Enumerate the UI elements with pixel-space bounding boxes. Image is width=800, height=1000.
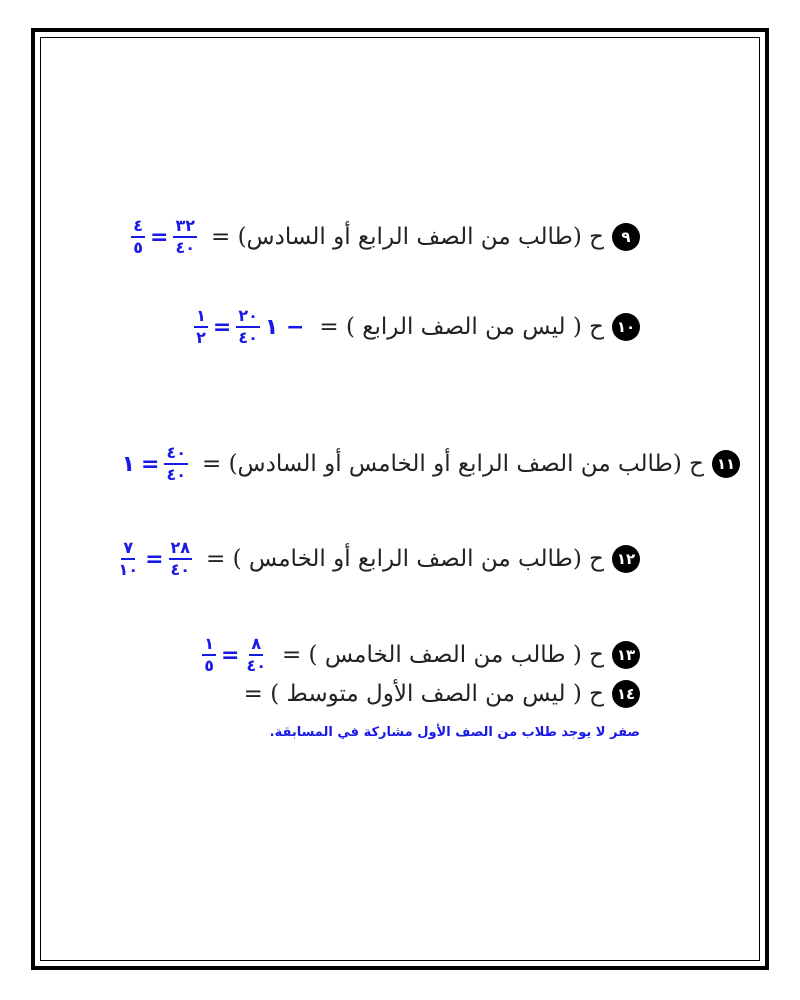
problem-9 <box>129 218 640 256</box>
lead-term: ١ − <box>264 314 305 340</box>
problem-text: ح ( ليس من الصف الرابع ) = <box>319 314 604 340</box>
problem-11 <box>119 445 740 483</box>
answer: $\frac{١}{٥}$ = $\frac{٨}{٤٠}$ <box>204 634 266 675</box>
answer: ١ = $\frac{٤٠}{٤٠}$ <box>121 443 186 484</box>
fraction-original: $\frac{٢٠}{٤٠}$ <box>238 306 258 347</box>
problem-14 <box>232 680 640 708</box>
problem-text: ح (طالب من الصف الرابع أو الخامس ) = <box>206 546 604 572</box>
problem-13 <box>200 636 640 674</box>
number-badge: ١٣ <box>612 641 640 669</box>
fraction-simplified: $\frac{٤}{٥}$ <box>133 216 144 257</box>
answer: $\frac{١}{٢}$ = $\frac{٢٠}{٤٠}$ ١ − <box>196 306 305 347</box>
problem-10 <box>192 308 640 346</box>
problem-text: ح ( ليس من الصف الأول متوسط ) = <box>243 681 604 707</box>
number-badge: ١٤ <box>612 680 640 708</box>
fraction-original: $\frac{٢٨}{٤٠}$ <box>170 538 191 579</box>
answer: $\frac{٤}{٥}$ = $\frac{٣٢}{٤٠}$ <box>133 216 195 257</box>
fraction-original: $\frac{٤٠}{٤٠}$ <box>166 443 186 484</box>
number-badge: ١٢ <box>612 545 640 573</box>
problem-text: ح ( طالب من الصف الخامس ) = <box>281 642 604 668</box>
problem-text: ح (طالب من الصف الرابع أو السادس) = <box>211 224 604 250</box>
answer-note: صفر لا يوجد طلاب من الصف الأول مشاركة في المسابقة. <box>269 725 640 740</box>
problem-text: ح (طالب من الصف الرابع أو الخامس أو السادس) = <box>201 451 704 477</box>
answer: $\frac{٧}{١٠}$ = $\frac{٢٨}{٤٠}$ <box>118 538 191 579</box>
fraction-original: $\frac{٣٢}{٤٠}$ <box>175 216 195 257</box>
problem-12 <box>115 540 640 578</box>
result: ١ <box>121 451 136 477</box>
fraction-simplified: $\frac{٧}{١٠}$ <box>118 538 139 579</box>
page-border-inner <box>40 37 760 961</box>
number-badge: ٩ <box>612 223 640 251</box>
number-badge: ١٠ <box>612 313 640 341</box>
fraction-simplified: $\frac{١}{٢}$ <box>196 306 206 347</box>
number-badge: ١١ <box>712 450 740 478</box>
fraction-simplified: $\frac{١}{٥}$ <box>204 634 214 675</box>
fraction-original: $\frac{٨}{٤٠}$ <box>246 634 266 675</box>
